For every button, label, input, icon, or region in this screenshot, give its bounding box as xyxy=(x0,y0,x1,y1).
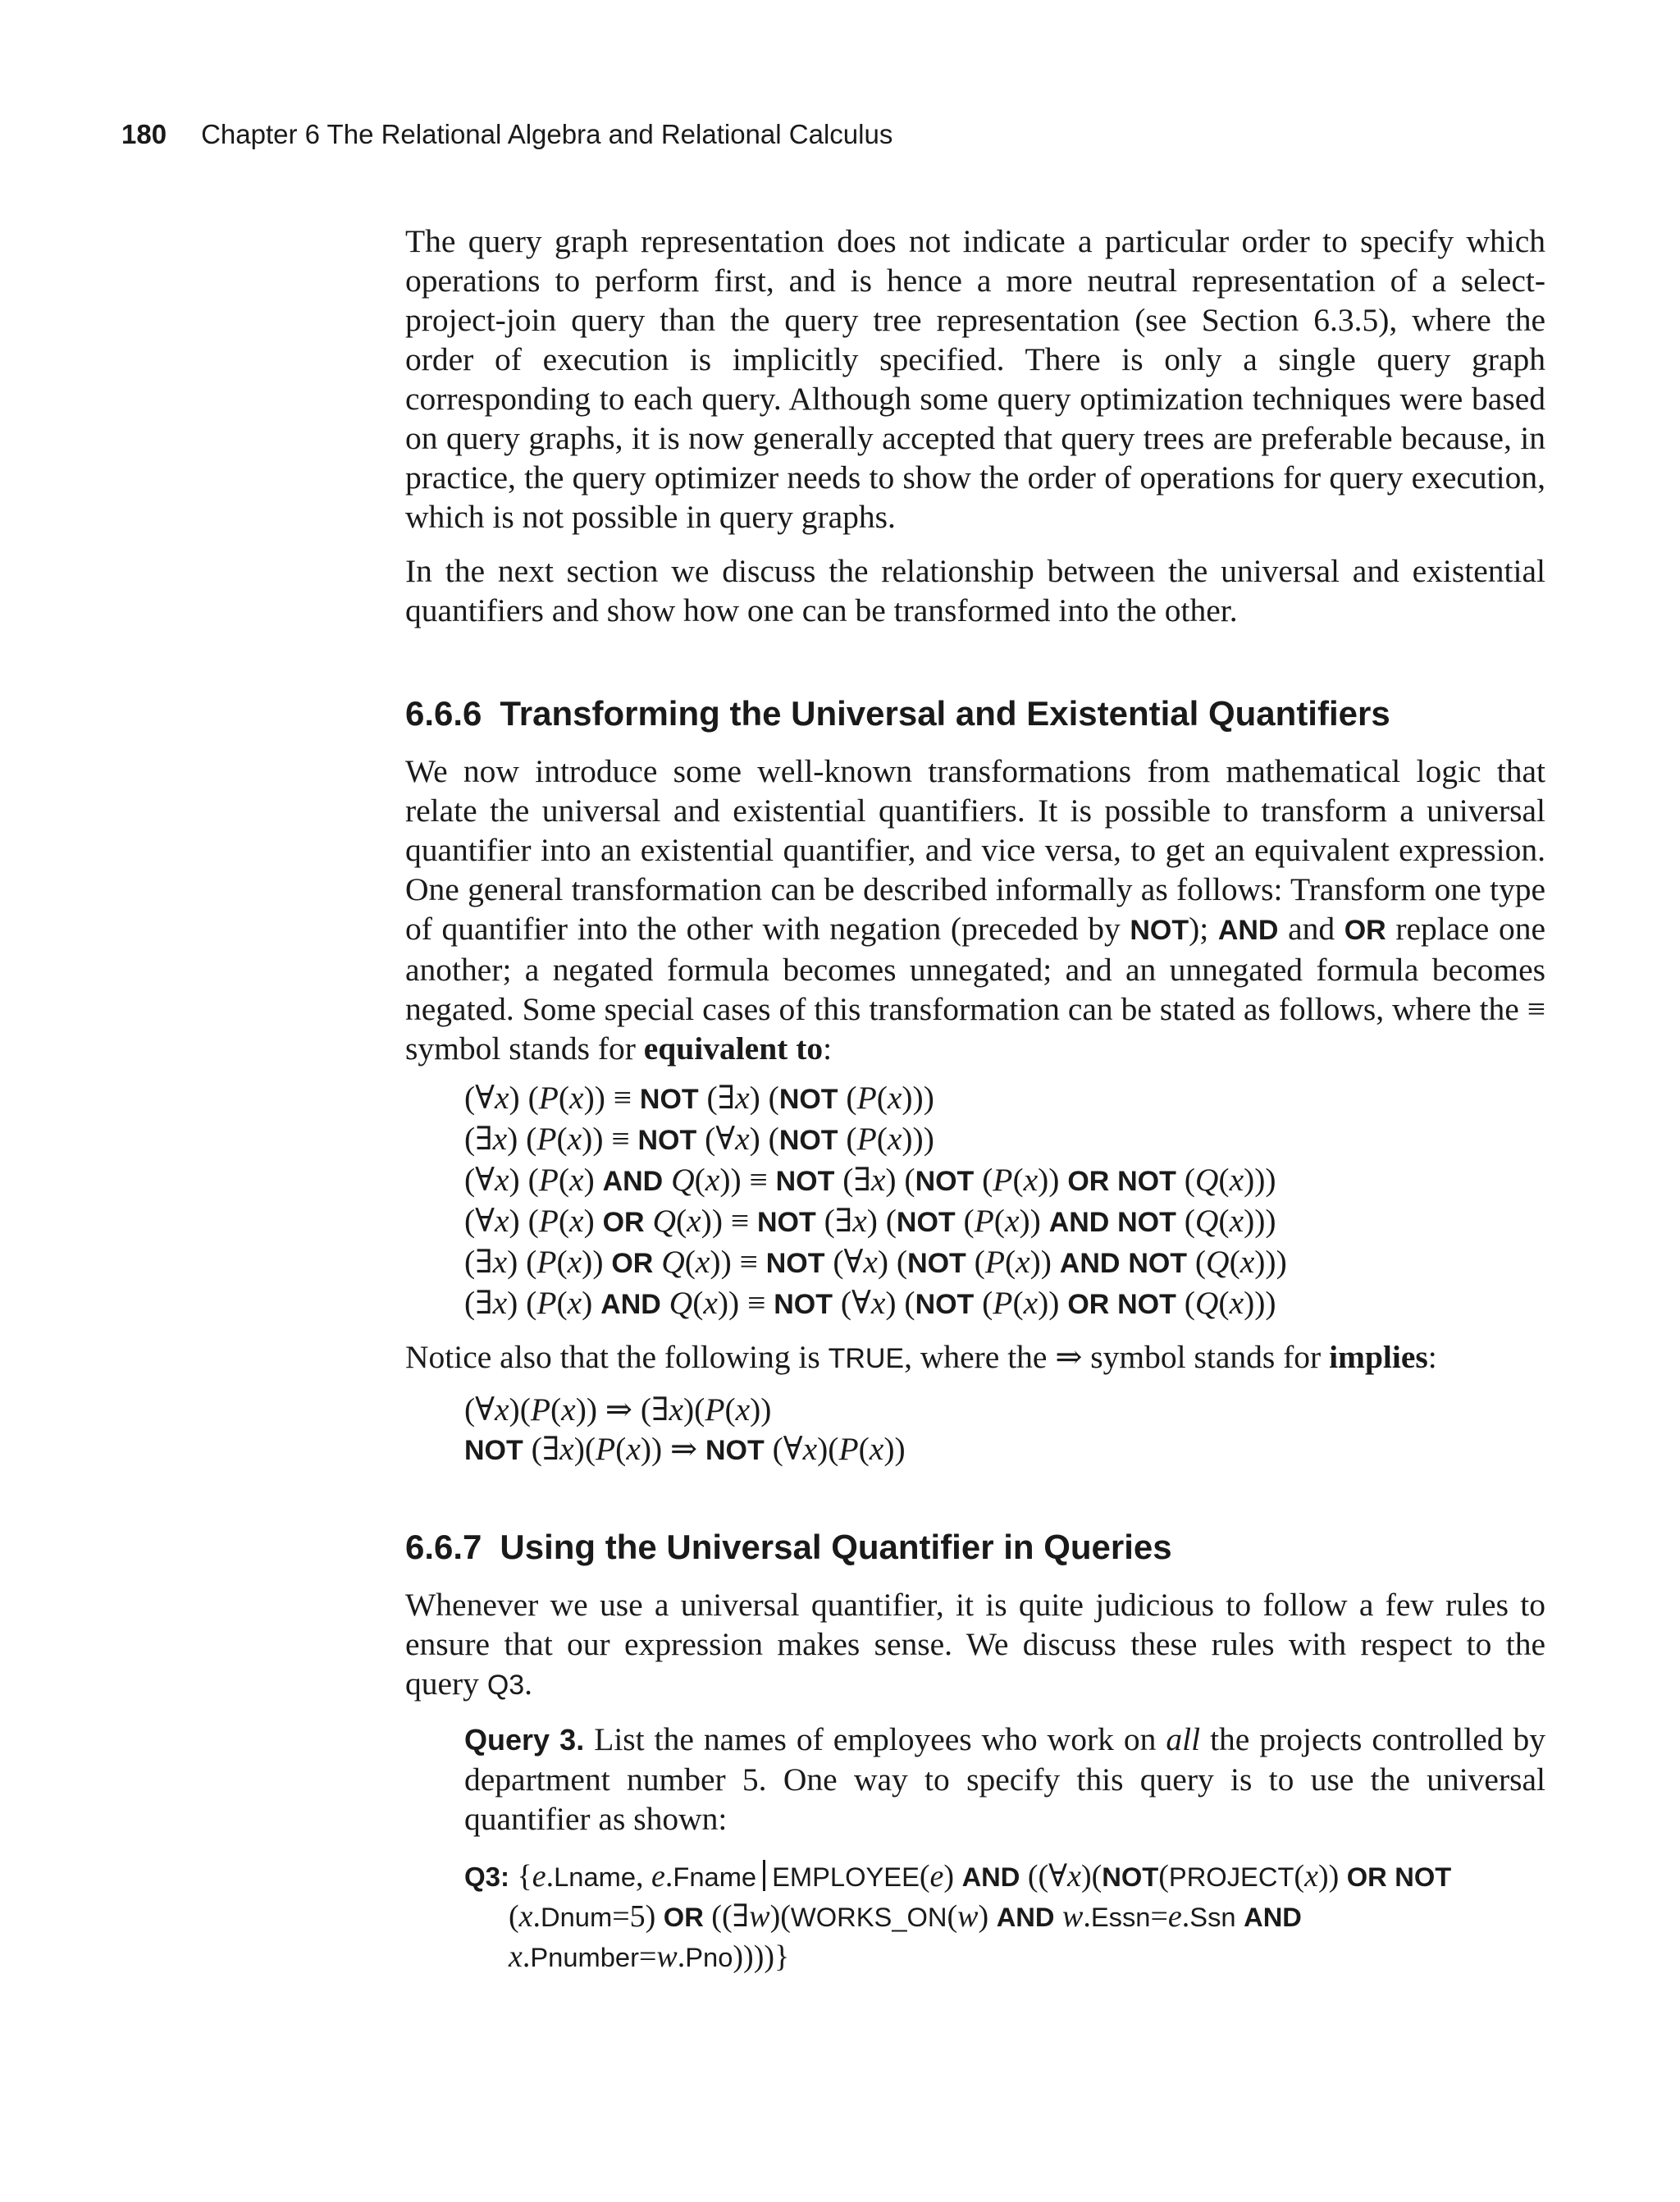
q3-label: Q3: xyxy=(464,1862,510,1892)
running-head-title: Chapter 6 The Relational Algebra and Relational Calculus xyxy=(201,119,893,149)
term-implies: implies xyxy=(1329,1339,1428,1375)
formula-line: (∀x) (P(x) OR Q(x)) ≡ NOT (∃x) (NOT (P(x)) AND NOT (Q(x))) xyxy=(464,1203,1276,1239)
section-heading-6-6-6 xyxy=(405,694,1545,733)
section-number: 6.6.7 xyxy=(405,1528,482,1566)
paragraph-query-graph: The query graph representation does not indicate a particular order to specify which operations to perform first, and is hence a more neutral representation of a select-project-join query than the query tree representation (see Section 6.3.5), where the order of execution is implicitly specified. There is only a single query graph corresponding to each query. Although some query optimization techniques were based on query graphs, it is now generally accepted that query trees are preferable because, in practice, the query optimizer needs to show the order of operations for query execution, which is not possible in query graphs. xyxy=(405,223,1545,535)
emphasis-all: all xyxy=(1166,1721,1201,1757)
formula-line: (∃x) (P(x)) OR Q(x)) ≡ NOT (∀x) (NOT (P(x)) AND NOT (Q(x))) xyxy=(464,1244,1287,1280)
query-title: Query 3. xyxy=(464,1723,585,1757)
page-number: 180 xyxy=(121,119,167,149)
section-heading-6-6-7 xyxy=(405,1528,1545,1567)
formula-line: (∃x) (P(x)) ≡ NOT (∀x) (NOT (P(x))) xyxy=(464,1121,934,1157)
query-ref: Q3 xyxy=(486,1670,525,1701)
term-equivalent-to: equivalent to xyxy=(643,1030,824,1067)
query-3-expression: Q3: {e.Lname, e.Fname EMPLOYEE(e) AND ((∀x)(NOT(PROJECT(x)) OR NOT (x.Dnum=5) OR ((∃w)(WORKS_ON(w) AND w.Essn=e.Ssn AND x.Pnumber=w.Pno))))} xyxy=(464,1859,1452,1974)
running-header xyxy=(121,119,892,150)
page-content xyxy=(405,222,1545,1977)
keyword-not: NOT xyxy=(1130,915,1189,946)
quantifier-equivalences xyxy=(464,1078,1545,1324)
paragraph-universal-rules: Whenever we use a universal quantifier, it is quite judicious to follow a few rules to ensure that our expression makes sense. We discuss these rules with respect to the query Q3. xyxy=(405,1587,1545,1702)
paragraph-notice-true: Notice also that the following is TRUE, where the ⇒ symbol stands for implies: xyxy=(405,1339,1437,1375)
section-number: 6.6.6 xyxy=(405,694,482,733)
query-3-block xyxy=(464,1720,1545,1977)
implication-formulas xyxy=(464,1390,1545,1470)
section-title: Using the Universal Quantifier in Queries xyxy=(500,1528,1172,1566)
keyword-or: OR xyxy=(1344,915,1386,946)
keyword-and: AND xyxy=(1217,915,1279,946)
query-3-description: Query 3. List the names of employees who work on all the projects controlled by department number 5. One way to specify this query is to use the universal quantifier as shown: xyxy=(464,1721,1546,1837)
paragraph-transformations: We now introduce some well-known transformations from mathematical logic that relate the universal and existential quantifiers. It is possible to transform a universal quantifier into an existential quantifier, and vice versa, to get an equivalent expression. One general transformation can be described informally as follows: Transform one type of quantifier into the other with negation (preceded by NOT); AND and OR replace one another; a negated formula becomes unnegated; and an unnegated formula becomes negated. Some special cases of this transformation can be stated as follows, where the ≡ symbol stands for equivalent to: xyxy=(405,753,1545,1067)
section-title: Transforming the Universal and Existential Quantifiers xyxy=(500,694,1390,733)
formula-line: (∀x)(P(x)) ⇒ (∃x)(P(x)) xyxy=(464,1391,772,1428)
formula-line: NOT (∃x)(P(x)) ⇒ NOT (∀x)(P(x)) xyxy=(464,1431,906,1467)
paragraph-next-section: In the next section we discuss the relationship between the universal and existential quantifiers and show how one can be transformed into the other. xyxy=(405,553,1545,628)
formula-line: (∀x) (P(x)) ≡ NOT (∃x) (NOT (P(x))) xyxy=(464,1080,934,1116)
term-true: TRUE xyxy=(828,1343,905,1374)
formula-line: (∀x) (P(x) AND Q(x)) ≡ NOT (∃x) (NOT (P(x)) OR NOT (Q(x))) xyxy=(464,1162,1276,1198)
formula-line: (∃x) (P(x) AND Q(x)) ≡ NOT (∀x) (NOT (P(x)) OR NOT (Q(x))) xyxy=(464,1285,1276,1321)
